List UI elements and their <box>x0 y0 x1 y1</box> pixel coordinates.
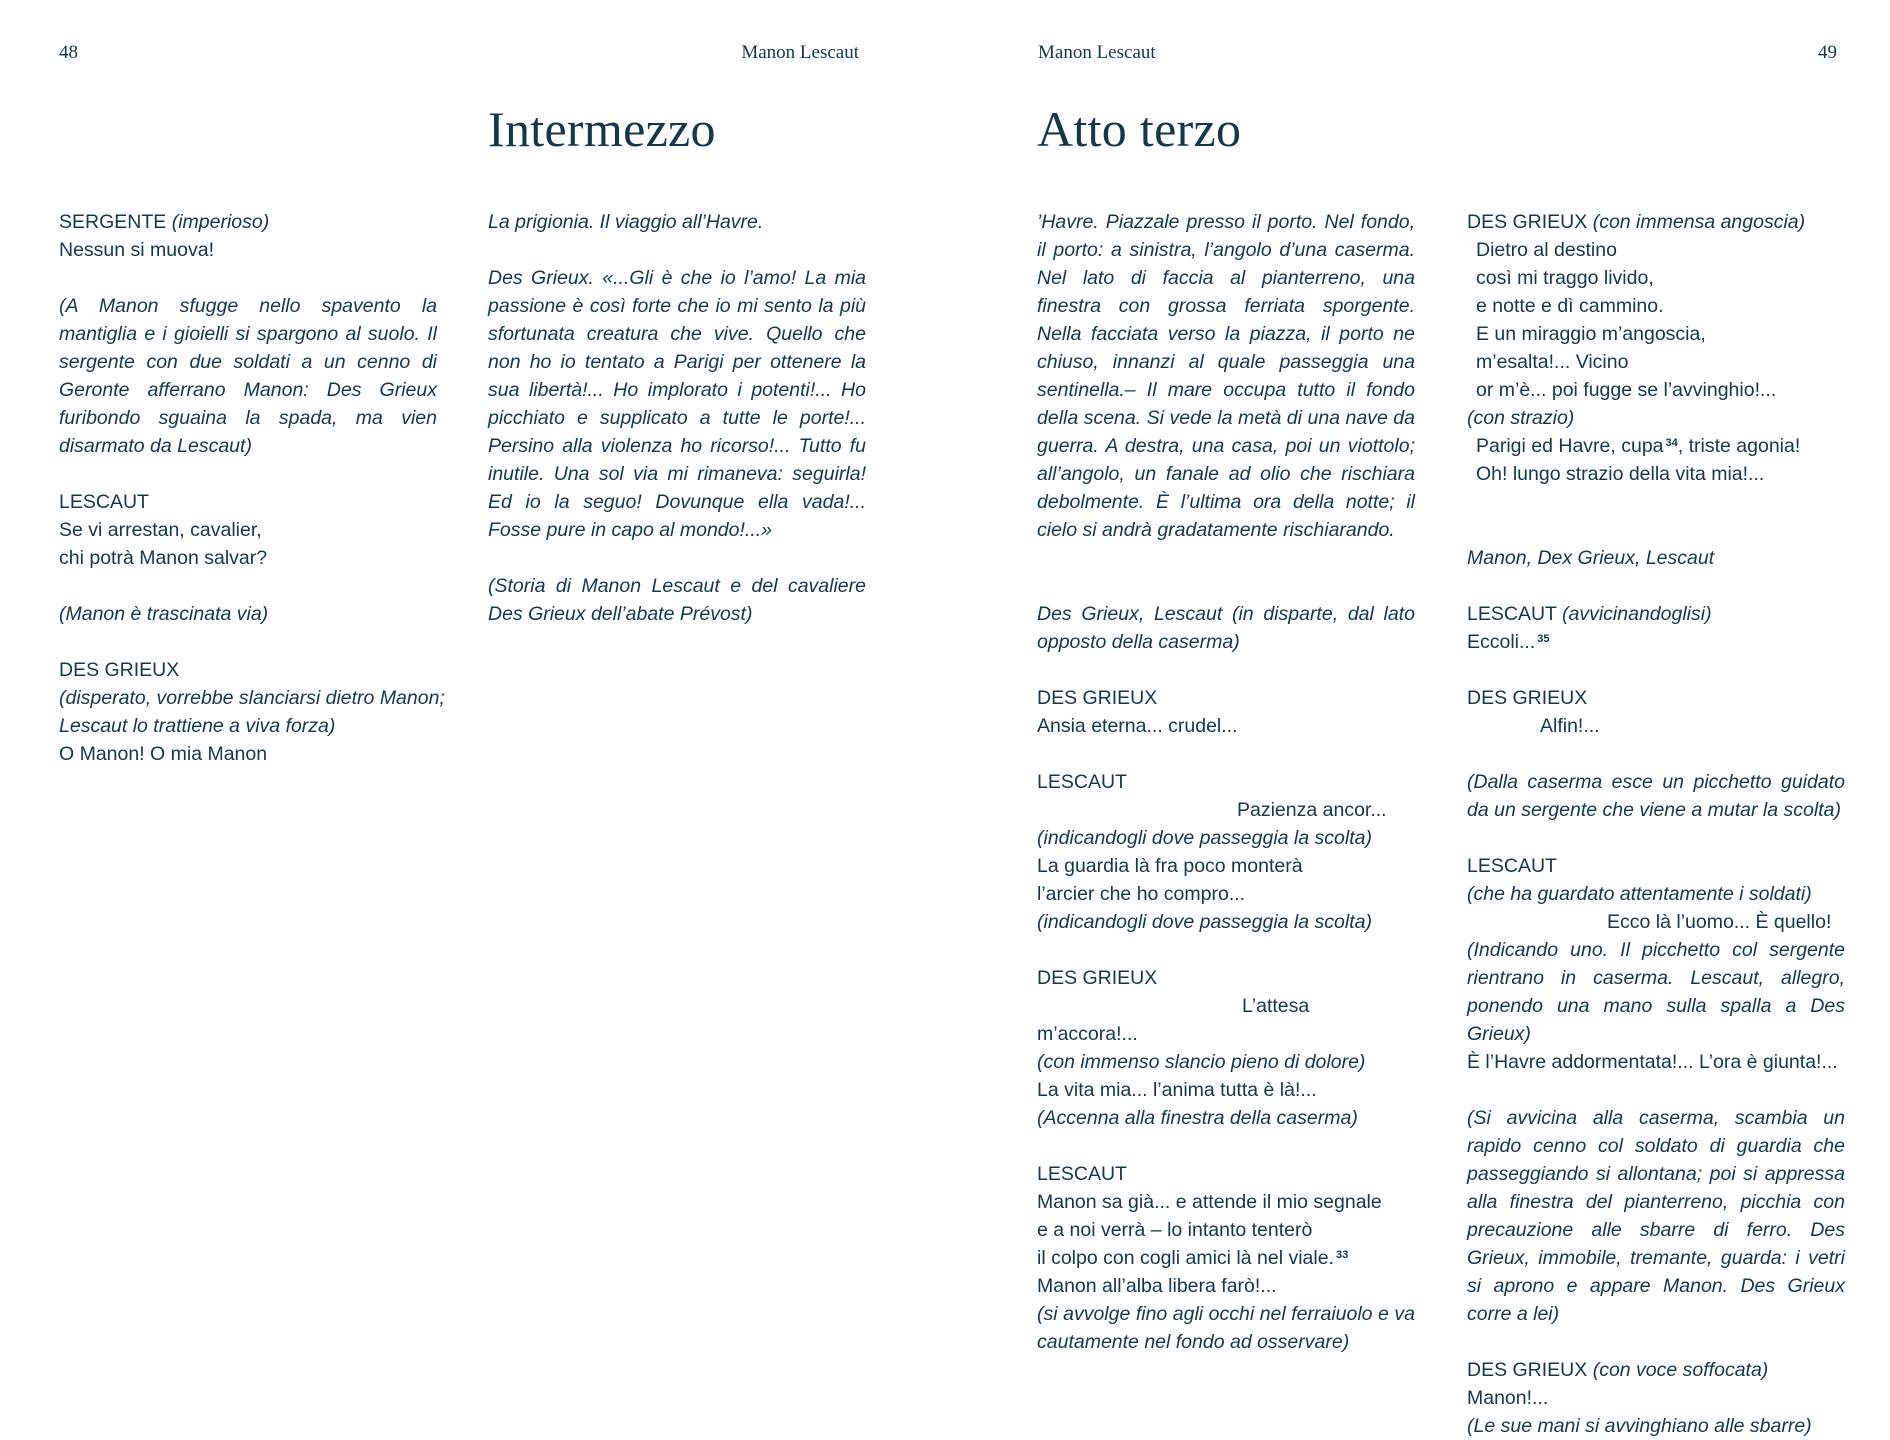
running-header-left: Manon Lescaut <box>741 42 859 63</box>
verse-line: Manon sa già... e attende il mio segnale <box>1037 1191 1382 1213</box>
column-3 <box>1037 208 1415 1356</box>
column-1 <box>59 208 445 768</box>
verse-line: Alfin!... <box>1540 715 1600 737</box>
verse-line: Nessun si muova! <box>59 239 214 261</box>
stage-direction: (imperioso) <box>171 211 270 233</box>
stage-direction: (con immensa angoscia) <box>1592 211 1806 233</box>
prevost-quote: Des Grieux. «...Gli è che io l’amo! La mia passione è così forte che io mi sento la più sfortunata creatura che vive. Quello che non ho io tentato a Parigi per ottenere la sua libertà!... Ho implorato i potenti!... Ho picchiato e supplicato a tutte le porte!... Persino alla violenza ho ricorso!... Tutto fu inutile. Una sol via mi rimaneva: seguirla! Ed io la seguo! Dovunque ella vada!... Fosse pure in capo al mondo!...» <box>488 267 866 541</box>
speaker-name: DES GRIEUX <box>1037 687 1158 709</box>
column-4 <box>1467 208 1845 1440</box>
stage-direction: (disperato, vorrebbe slanciarsi dietro Manon; <box>59 687 445 709</box>
verse-line: Ansia eterna... crudel... <box>1037 715 1238 737</box>
verse-line <box>1037 1244 1415 1272</box>
stage-direction: (indicandogli dove passeggia la scolta) <box>1037 911 1372 933</box>
verse-text: , triste agonia! <box>1677 435 1801 457</box>
verse-line: È l’Havre addormentata!... L’ora è giunta!... <box>1467 1051 1838 1073</box>
speaker-line <box>1467 600 1845 628</box>
verse-line: Ecco là l’uomo... È quello! <box>1607 911 1832 933</box>
section-title-atto-terzo: Atto terzo <box>1037 101 1242 157</box>
stage-direction: (avvicinandoglisi) <box>1562 603 1712 625</box>
section-title-intermezzo: Intermezzo <box>488 101 716 157</box>
stage-direction: (che ha guardato attentamente i soldati) <box>1467 883 1812 905</box>
speaker-name: LESCAUT <box>59 491 149 513</box>
speaker-line <box>1467 1356 1845 1384</box>
verse-line: Oh! lungo strazio della vita mia!... <box>1476 463 1765 485</box>
verse-line: chi potrà Manon salvar? <box>59 547 268 569</box>
speaker-name: LESCAUT <box>1467 603 1557 625</box>
stage-direction: (indicandogli dove passeggia la scolta) <box>1037 827 1372 849</box>
speaker-name: LESCAUT <box>1037 771 1127 793</box>
stage-direction-paragraph: (A Manon sfugge nello spavento la mantiglia e i gioielli si spargono al suolo. Il sergente con due soldati a un cenno di Geronte afferrano Manon: Des Grieux furibondo sguaina la spada, ma vien disarmato da Lescaut) <box>59 295 437 457</box>
speaker-name: DES GRIEUX <box>1467 1359 1588 1381</box>
running-header-right: Manon Lescaut <box>1038 42 1156 63</box>
stage-direction: (Le sue mani si avvinghiano alle sbarre) <box>1467 1415 1812 1437</box>
verse-line: Manon all’alba libera farò!... <box>1037 1275 1277 1297</box>
verse-line: m’esalta!... Vicino <box>1476 351 1629 373</box>
verse-line: e a noi verrà – lo intanto tenterò <box>1037 1219 1313 1241</box>
stage-direction: (con voce soffocata) <box>1592 1359 1769 1381</box>
speaker-name: LESCAUT <box>1037 1163 1127 1185</box>
verse-line: Se vi arrestan, cavalier, <box>59 519 262 541</box>
verse-line: L’attesa <box>1242 995 1310 1017</box>
speaker-name: LESCAUT <box>1467 855 1557 877</box>
verse-line <box>1467 628 1845 656</box>
page-number-left: 48 <box>59 42 78 63</box>
stage-direction: (con immenso slancio pieno di dolore) <box>1037 1051 1366 1073</box>
speaker-name: DES GRIEUX <box>1467 211 1588 233</box>
quote-source: (Storia di Manon Lescaut e del cavaliere Des Grieux dell’abate Prévost) <box>488 575 866 625</box>
stage-direction: Lescaut lo trattiene a viva forza) <box>59 715 336 737</box>
intermezzo-subtitle: La prigionia. Il viaggio all’Havre. <box>488 211 764 233</box>
stage-direction-paragraph: (Si avvicina alla caserma, scambia un rapido cenno col soldato di guardia che passeggiando si allontana; poi si appressa alla finestra del pianterreno, picchia con precauzione alle sbarre di ferro. Des Grieux, immobile, tremante, guarda: i vetri si aprono e appare Manon. Des Grieux corre a lei) <box>1467 1107 1845 1325</box>
verse-line: l’arcier che ho compro... <box>1037 883 1246 905</box>
verse-text: Parigi ed Havre, cupa <box>1476 435 1664 457</box>
verse-line: O Manon! O mia Manon <box>59 743 268 765</box>
column-2 <box>488 208 866 628</box>
speaker-name: DES GRIEUX <box>1467 687 1588 709</box>
persons-on-stage: Manon, Dex Grieux, Lescaut <box>1467 547 1715 569</box>
verse-line: così mi traggo livido, <box>1476 267 1654 289</box>
verse-line: or m’è... poi fugge se l’avvinghio!... <box>1476 379 1777 401</box>
verse-text: il colpo con cogli amici là nel viale. <box>1037 1247 1334 1269</box>
verse-line: E un miraggio m’angoscia, <box>1476 323 1706 345</box>
verse-line: Dietro al destino <box>1476 239 1617 261</box>
verse-line: La guardia là fra poco monterà <box>1037 855 1303 877</box>
verse-line: La vita mia... l’anima tutta è là!... <box>1037 1079 1317 1101</box>
speaker-line <box>59 208 437 236</box>
page-number-right: 49 <box>1818 42 1837 63</box>
speaker-name: DES GRIEUX <box>59 659 180 681</box>
speaker-name: DES GRIEUX <box>1037 967 1158 989</box>
stage-direction: (con strazio) <box>1467 407 1575 429</box>
stage-direction-paragraph: Des Grieux, Lescaut (in disparte, dal lato opposto della caserma) <box>1037 603 1415 653</box>
verse-line: Pazienza ancor... <box>1237 799 1387 821</box>
stage-direction: (Manon è trascinata via) <box>59 603 269 625</box>
footnote-marker: 33 <box>1335 1249 1349 1261</box>
stage-direction: (Accenna alla finestra della caserma) <box>1037 1107 1358 1129</box>
stage-direction-paragraph: (Indicando uno. Il picchetto col sergente rientrano in caserma. Lescaut, allegro, ponendo una mano sulla spalla a Des Grieux) <box>1467 939 1845 1045</box>
footnote-marker: 35 <box>1537 633 1550 645</box>
verse-line <box>1467 432 1845 460</box>
verse-text: Eccoli... <box>1467 631 1536 653</box>
footnote-marker: 34 <box>1665 437 1678 449</box>
speaker-line <box>1467 208 1845 236</box>
scene-setting: ’Havre. Piazzale presso il porto. Nel fondo, il porto: a sinistra, l’angolo d’una caserma. Nel lato di faccia al pianterreno, una finestra con grossa ferriata sporgente. Nella facciata verso la piazza, il porto ne chiuso, innanzi al quale passeggia una sentinella.– Il mare occupa tutto il fondo della scena. Si vede la metà di una nave da guerra. A destra, una casa, poi un viottolo; all’angolo, un fanale ad olio che rischiara debolmente. È l’ultima ora della notte; il cielo si andrà gradatamente rischiarando. <box>1037 211 1415 541</box>
verse-line: Manon!... <box>1467 1387 1549 1409</box>
speaker-name: SERGENTE <box>59 211 167 233</box>
stage-direction-paragraph: (Dalla caserma esce un picchetto guidato da un sergente che viene a mutar la scolta) <box>1467 771 1845 821</box>
stage-direction-paragraph: (si avvolge fino agli occhi nel ferraiuolo e va cautamente nel fondo ad osservare) <box>1037 1303 1415 1353</box>
verse-line: m’accora!... <box>1037 1023 1138 1045</box>
verse-line: e notte e dì cammino. <box>1476 295 1664 317</box>
